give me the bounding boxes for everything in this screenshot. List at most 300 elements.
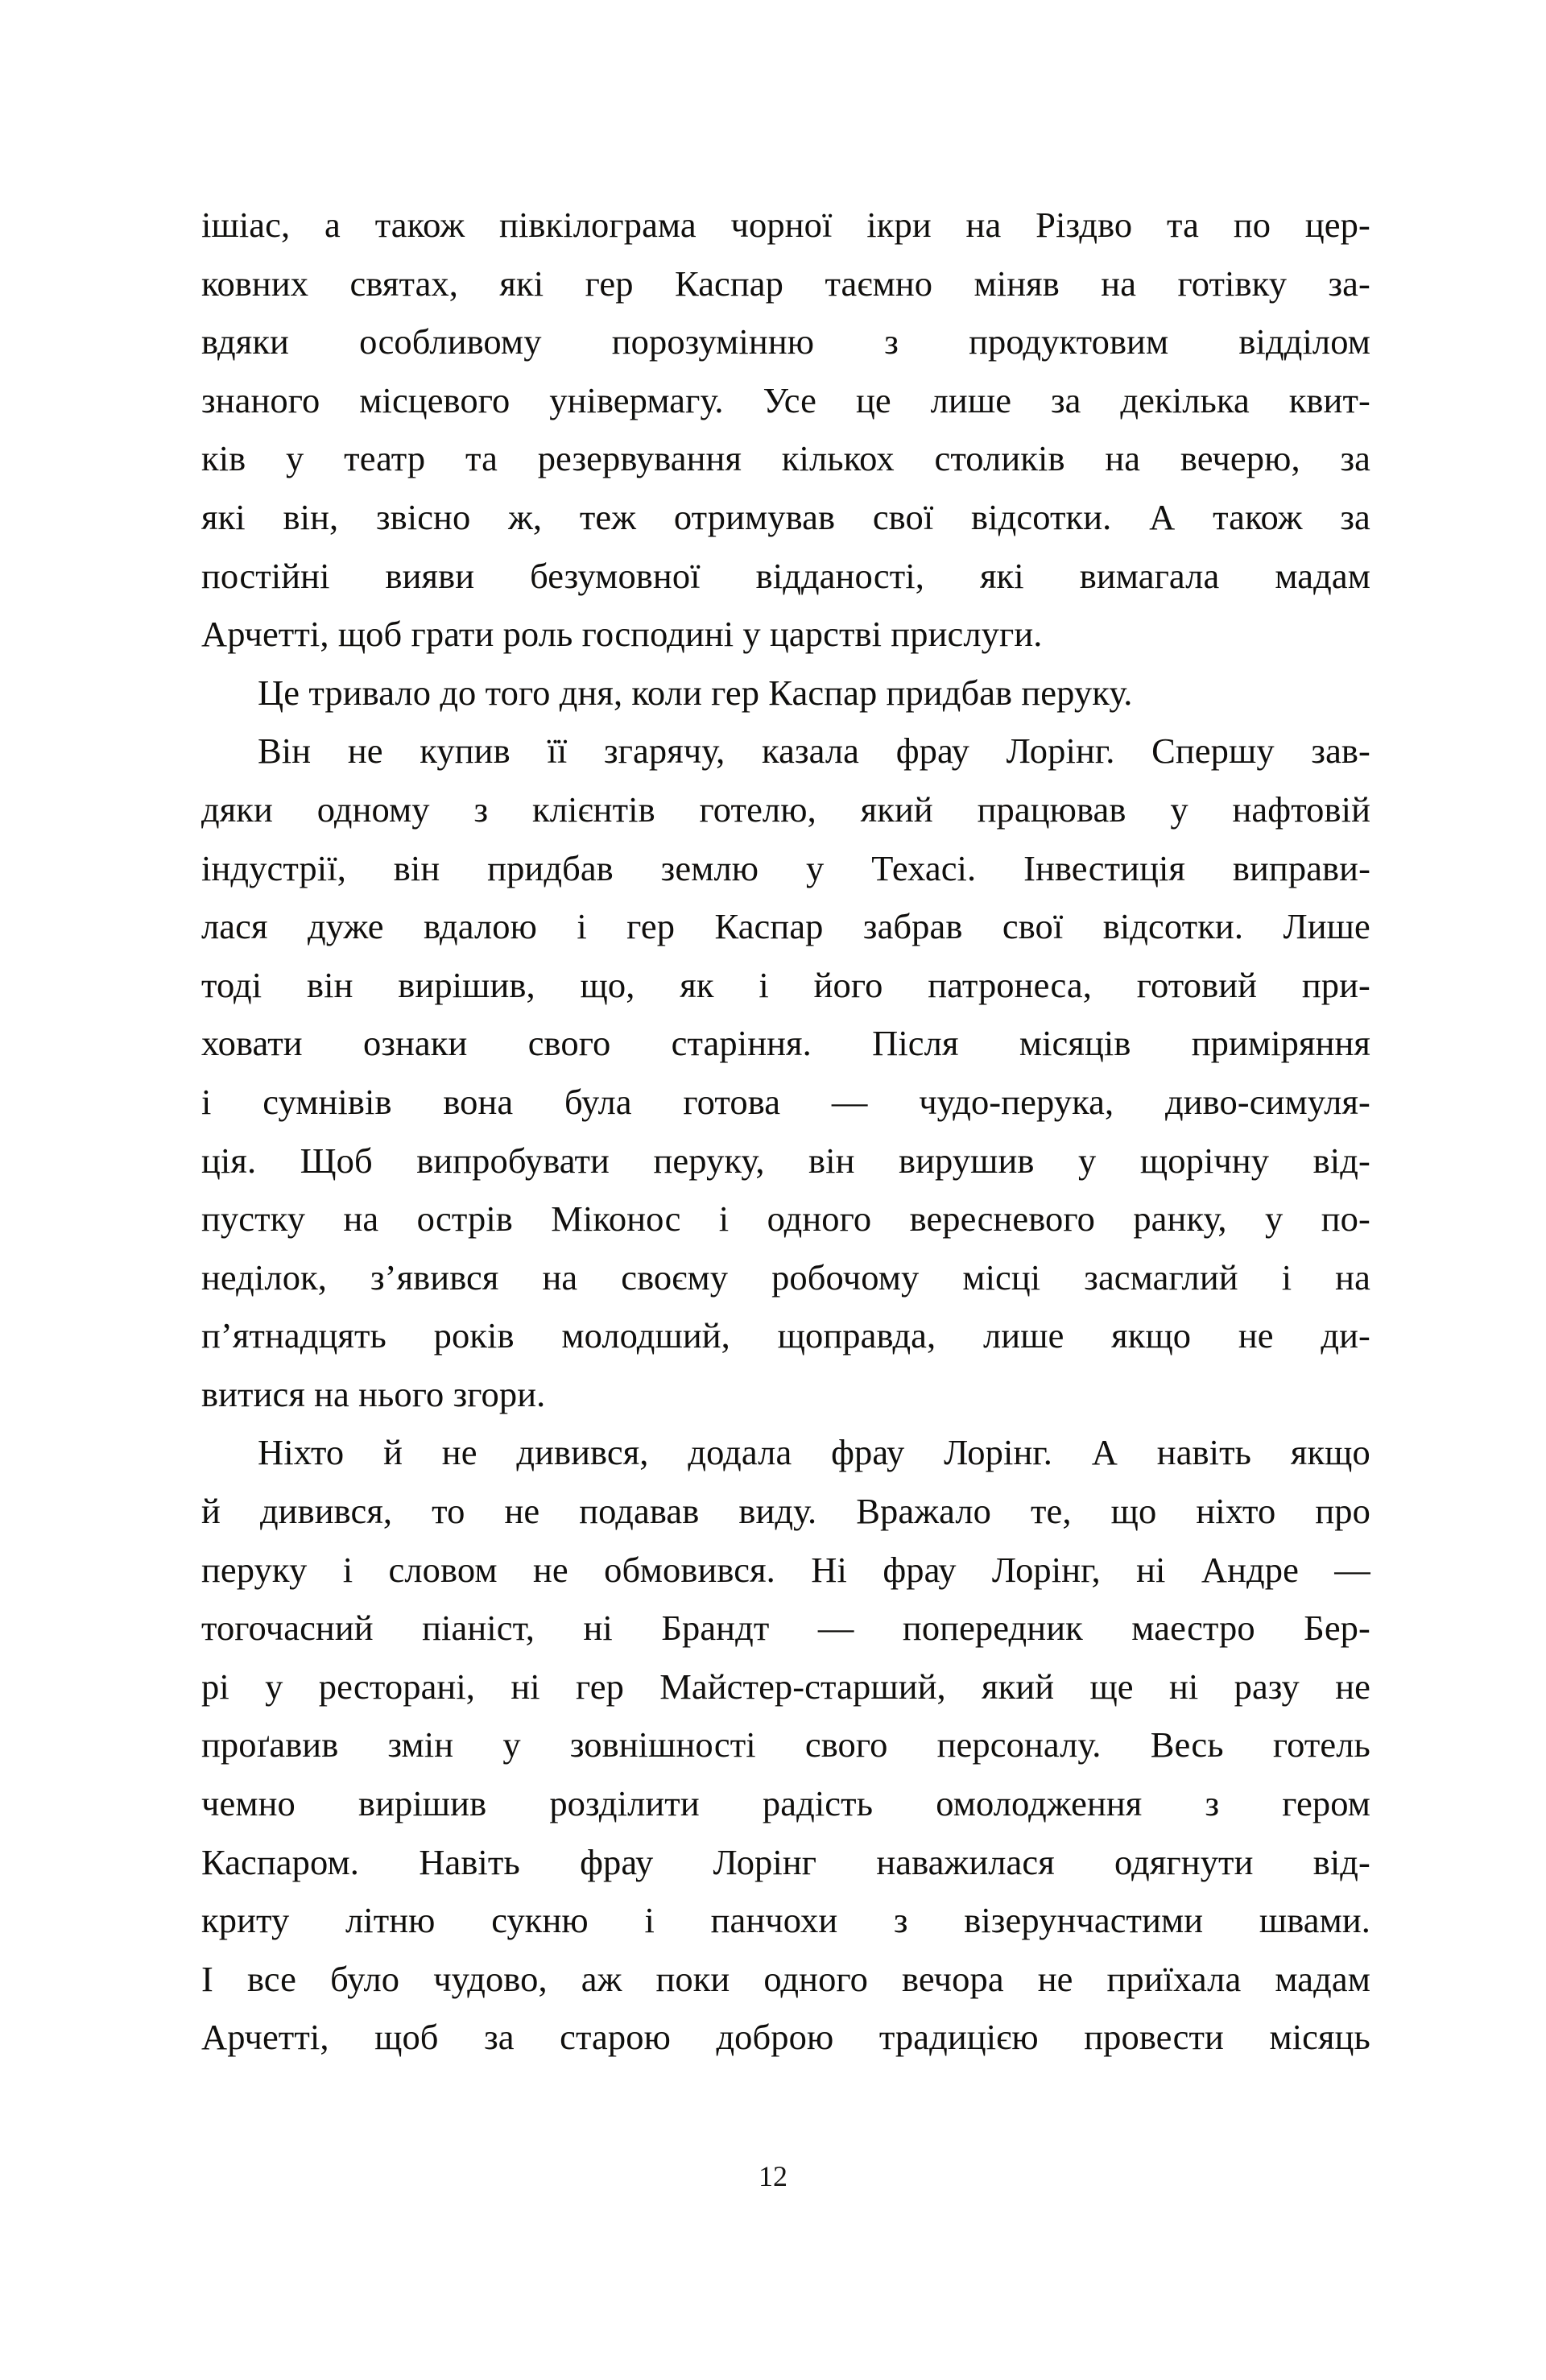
word: робочому — [771, 1256, 920, 1298]
word: місяць — [1269, 2017, 1370, 2058]
word: Майстер-старший, — [659, 1666, 946, 1707]
word: Вражало — [856, 1491, 991, 1532]
text-line — [201, 429, 1370, 488]
text-line — [201, 371, 1370, 430]
text-line — [201, 1482, 1370, 1541]
word: купив — [420, 731, 511, 772]
word: виправи- — [1232, 847, 1370, 888]
word: вирішив — [358, 1783, 487, 1824]
word: Лорінг, — [991, 1549, 1101, 1590]
word: то — [432, 1491, 465, 1532]
word: тогочасний — [201, 1608, 374, 1649]
word: і — [759, 964, 769, 1005]
word: святах, — [349, 263, 458, 304]
word: чудово, — [433, 1958, 548, 1999]
word: він — [808, 1140, 855, 1181]
word: одягнути — [1114, 1841, 1254, 1882]
word: з — [473, 789, 489, 830]
word: — — [1334, 1549, 1370, 1590]
word: місяців — [1019, 1023, 1131, 1064]
text-line — [201, 1658, 1370, 1716]
word: відданості, — [755, 555, 924, 596]
word: декілька — [1120, 379, 1250, 420]
word: ікри — [866, 205, 932, 245]
word: змін — [387, 1724, 454, 1765]
text-line — [201, 1716, 1370, 1774]
word: при- — [1301, 964, 1370, 1005]
text-line — [201, 1599, 1370, 1658]
word: диво-симуля- — [1164, 1081, 1370, 1122]
word: Міконос — [551, 1198, 681, 1240]
word: звісно — [375, 496, 471, 537]
text-line — [201, 780, 1370, 839]
word: ні — [583, 1608, 613, 1649]
word: дуже — [307, 906, 384, 947]
word: по — [1233, 205, 1271, 245]
word: за — [484, 2017, 515, 2058]
word: міняв — [973, 263, 1060, 304]
word: була — [564, 1081, 632, 1122]
word: відділом — [1238, 321, 1370, 362]
text-line — [201, 1541, 1370, 1600]
paragraph — [201, 664, 1370, 722]
word: на — [542, 1256, 578, 1298]
word: це — [855, 379, 891, 420]
word: Техасі. — [871, 847, 977, 888]
word: лише — [982, 1315, 1064, 1356]
word: Андре — [1201, 1549, 1299, 1590]
text-line — [201, 1774, 1370, 1833]
word: столиків — [934, 438, 1065, 479]
word: одного — [767, 1198, 872, 1240]
word: випробувати — [416, 1140, 610, 1181]
word: ще — [1089, 1666, 1134, 1707]
word: резервування — [537, 438, 742, 479]
word: вияви — [385, 555, 475, 596]
word: свої — [1002, 906, 1064, 947]
word: готовий — [1136, 964, 1258, 1005]
word: який — [982, 1666, 1055, 1707]
word: з — [1205, 1783, 1220, 1824]
word: криту — [201, 1900, 290, 1941]
word: Лорінг. — [1006, 731, 1115, 772]
word: згарячу, — [603, 731, 725, 772]
text-line — [201, 196, 1370, 255]
word: А — [1091, 1432, 1118, 1473]
word: кількох — [781, 438, 895, 479]
text-line — [201, 722, 1370, 780]
word: п’ятнадцять — [201, 1315, 386, 1356]
paragraph — [201, 722, 1370, 1423]
word: землю — [660, 847, 759, 888]
word: який — [860, 789, 933, 830]
word: квит- — [1288, 379, 1370, 420]
word: щорічну — [1139, 1140, 1270, 1181]
word: гер — [575, 1666, 624, 1707]
word: ція. — [201, 1140, 257, 1181]
word: додала — [688, 1432, 792, 1473]
word: по- — [1321, 1198, 1370, 1240]
word: — — [817, 1608, 854, 1649]
word: радість — [762, 1783, 874, 1824]
text-line — [201, 1306, 1370, 1365]
word: ранку, — [1133, 1198, 1227, 1240]
word: у — [286, 438, 304, 479]
word: чудо-перука, — [919, 1081, 1114, 1122]
word: з — [884, 321, 899, 362]
word: від- — [1312, 1841, 1370, 1882]
word: за — [1340, 438, 1370, 479]
word: дивився, — [259, 1491, 393, 1532]
word: придбав — [487, 847, 614, 888]
text-line — [201, 664, 1370, 722]
word: ковних — [201, 263, 309, 304]
word: які — [979, 555, 1024, 596]
word: та — [1167, 205, 1199, 245]
word: Навіть — [419, 1841, 520, 1882]
word: особливому — [359, 321, 542, 362]
word: що, — [580, 964, 635, 1005]
word: Ні — [811, 1549, 847, 1590]
word: чорної — [730, 205, 833, 245]
word: на — [1335, 1256, 1370, 1298]
text-line — [201, 488, 1370, 547]
word: фрау — [883, 1549, 957, 1590]
word: молодший, — [561, 1315, 730, 1356]
word: панчохи — [710, 1900, 838, 1941]
word: й — [201, 1491, 221, 1532]
word: І — [201, 1958, 213, 1999]
word: витися на нього згори. — [201, 1373, 546, 1414]
word: за — [1050, 379, 1081, 420]
word: вдяки — [201, 321, 289, 362]
word: було — [330, 1958, 400, 1999]
word: старою — [560, 2017, 671, 2058]
word: а — [324, 205, 341, 245]
word: навіть — [1156, 1432, 1252, 1473]
word: Ніхто — [258, 1432, 345, 1473]
word: порозумінню — [611, 321, 815, 362]
word: і — [201, 1081, 212, 1122]
word: пустку — [201, 1198, 306, 1240]
word: за- — [1328, 263, 1370, 304]
word: працював — [977, 789, 1126, 830]
word: не — [1037, 1958, 1073, 1999]
word: засмаглий — [1084, 1256, 1238, 1298]
word: гер — [585, 263, 634, 304]
text-line — [201, 605, 1370, 664]
word: вона — [443, 1081, 514, 1122]
word: не — [532, 1549, 568, 1590]
word: він — [307, 964, 353, 1005]
word: ішіас, — [201, 205, 291, 245]
word: острів — [416, 1198, 513, 1240]
word: Спершу — [1151, 731, 1275, 772]
body-text — [201, 196, 1370, 2067]
word: ресторані, — [318, 1666, 476, 1707]
word: у — [806, 847, 825, 888]
word: персоналу. — [936, 1724, 1102, 1765]
word: готель — [1272, 1724, 1370, 1765]
word: провести — [1084, 2017, 1224, 2058]
word: у — [1078, 1140, 1097, 1181]
word: від- — [1312, 1140, 1370, 1181]
word: і — [1281, 1256, 1292, 1298]
word: подавав — [579, 1491, 700, 1532]
word: одного — [763, 1958, 869, 1999]
word: поки — [655, 1958, 730, 1999]
word: що — [1110, 1491, 1157, 1532]
word: гером — [1282, 1783, 1370, 1824]
word: індустрії, — [201, 847, 346, 888]
word: якщо — [1290, 1432, 1370, 1473]
word: не — [1335, 1666, 1370, 1707]
word: не — [441, 1432, 477, 1473]
word: дяки — [201, 789, 273, 830]
word: вересневого — [909, 1198, 1095, 1240]
word: років — [433, 1315, 515, 1356]
word: фрау — [831, 1432, 905, 1473]
word: ні — [1168, 1666, 1199, 1707]
word: і — [342, 1549, 353, 1590]
word: патронеса, — [928, 964, 1092, 1005]
text-line — [201, 1014, 1370, 1073]
word: приїхала — [1106, 1958, 1242, 1999]
word: лише — [930, 379, 1012, 420]
word: зовнішності — [569, 1724, 756, 1765]
word: також — [1213, 496, 1303, 537]
text-line — [201, 313, 1370, 371]
word: ховати — [201, 1023, 303, 1064]
word: Лише — [1283, 906, 1370, 947]
word: продуктовим — [969, 321, 1169, 362]
word: якщо — [1111, 1315, 1192, 1356]
word: дивився, — [516, 1432, 649, 1473]
word: які — [201, 496, 246, 537]
word: Щоб — [300, 1140, 373, 1181]
word: у — [1265, 1198, 1284, 1240]
word: омолодження — [936, 1783, 1143, 1824]
word: традицією — [878, 2017, 1039, 2058]
word: піаніст, — [422, 1608, 535, 1649]
word: вирушив — [899, 1140, 1035, 1181]
word: й — [383, 1432, 403, 1473]
word: не — [347, 731, 383, 772]
word: Каспаром. — [201, 1841, 360, 1882]
text-line — [201, 1190, 1370, 1248]
word: які — [499, 263, 544, 304]
word: вимагала — [1079, 555, 1220, 596]
word: фрау — [895, 731, 969, 772]
word: як — [680, 964, 714, 1005]
word: з — [893, 1900, 908, 1941]
word: Арчетті, щоб грати роль господині у царстві прислуги. — [201, 614, 1043, 655]
word: отримував — [673, 496, 836, 537]
word: на — [1101, 263, 1137, 304]
word: готівку — [1177, 263, 1288, 304]
word: відсотки. — [971, 496, 1112, 537]
word: він — [393, 847, 440, 888]
text-line — [201, 1365, 1370, 1424]
word: вдалою — [423, 906, 537, 947]
word: одному — [316, 789, 430, 830]
word: перуку, — [653, 1140, 765, 1181]
text-line — [201, 2008, 1370, 2067]
word: Інвестиція — [1023, 847, 1186, 888]
word: безумовної — [530, 555, 701, 596]
word: готелю, — [699, 789, 816, 830]
word: лася — [201, 906, 268, 947]
word: цер- — [1304, 205, 1370, 245]
word: на — [343, 1198, 379, 1240]
word: свого — [804, 1724, 888, 1765]
word: гер — [626, 906, 676, 947]
word: універмагу. — [549, 379, 724, 420]
word: тоді — [201, 964, 262, 1005]
word: щоб — [374, 2017, 439, 2058]
word: розділити — [549, 1783, 700, 1824]
word: місцевого — [359, 379, 511, 420]
text-line — [201, 1891, 1370, 1950]
text-line — [201, 255, 1370, 313]
word: ків — [201, 438, 246, 479]
text-line — [201, 1950, 1370, 2009]
text-line — [201, 897, 1370, 956]
word: мадам — [1275, 1958, 1370, 1999]
word: забрав — [862, 906, 963, 947]
word: також — [374, 205, 465, 245]
word: старіння. — [671, 1023, 812, 1064]
word: чемно — [201, 1783, 296, 1824]
word: не — [1238, 1315, 1274, 1356]
word: Брандт — [661, 1608, 770, 1649]
text-line — [201, 547, 1370, 606]
word: казала — [762, 731, 860, 772]
word: попередник — [902, 1608, 1083, 1649]
word: Він — [258, 731, 312, 772]
text-line — [201, 1423, 1370, 1482]
word: його — [813, 964, 883, 1005]
word: швами. — [1259, 1900, 1370, 1941]
word: щоправда, — [777, 1315, 936, 1356]
word: наважилася — [876, 1841, 1055, 1882]
word: разу — [1234, 1666, 1300, 1707]
word: театр — [344, 438, 426, 479]
word: перуку — [201, 1549, 308, 1590]
paragraph — [201, 196, 1370, 664]
word: з’явився — [370, 1256, 499, 1298]
word: маестро — [1131, 1608, 1255, 1649]
word: словом — [388, 1549, 498, 1590]
word: Лорінг — [713, 1841, 817, 1882]
word: ознаки — [362, 1023, 468, 1064]
word: Різдво — [1035, 205, 1133, 245]
word: вечерю, — [1180, 438, 1300, 479]
word: ди- — [1321, 1315, 1370, 1356]
word: літню — [345, 1900, 436, 1941]
word: зав- — [1311, 731, 1370, 772]
word: Бер- — [1304, 1608, 1370, 1649]
word: місці — [962, 1256, 1041, 1298]
word: відсотки. — [1102, 906, 1244, 947]
word: Каспар — [675, 263, 784, 304]
word: Каспар — [714, 906, 824, 947]
word: і — [718, 1198, 730, 1240]
word: Це тривало до того дня, коли гер Каспар придбав перуку. — [258, 672, 1133, 713]
word: її — [547, 731, 568, 772]
text-line — [201, 1248, 1370, 1307]
word: свого — [527, 1023, 611, 1064]
word: доброю — [716, 2017, 834, 2058]
word: аж — [581, 1958, 622, 1999]
word: Після — [872, 1023, 959, 1064]
word: свої — [872, 496, 934, 537]
word: нафтовій — [1232, 789, 1370, 830]
word: клієнтів — [531, 789, 655, 830]
text-line — [201, 956, 1370, 1015]
word: все — [246, 1958, 297, 1999]
word: ні — [1136, 1549, 1166, 1590]
word: півкілограма — [499, 205, 697, 245]
word: вирішив, — [398, 964, 535, 1005]
word: фрау — [580, 1841, 654, 1882]
word: постійні — [201, 555, 330, 596]
word: на — [965, 205, 1002, 245]
word: рі — [201, 1666, 229, 1707]
text-line — [201, 1132, 1370, 1190]
word: ніхто — [1196, 1491, 1276, 1532]
word: обмовився. — [604, 1549, 775, 1590]
text-line — [201, 839, 1370, 898]
word: і — [644, 1900, 655, 1941]
word: проґавив — [201, 1724, 339, 1765]
word: візерунчастими — [964, 1900, 1204, 1941]
word: Лорінг. — [944, 1432, 1052, 1473]
word: — — [831, 1081, 868, 1122]
word: те, — [1031, 1491, 1072, 1532]
word: неділок, — [201, 1256, 327, 1298]
word: мадам — [1275, 555, 1370, 596]
word: Весь — [1150, 1724, 1224, 1765]
word: А — [1149, 496, 1176, 537]
word: приміряння — [1191, 1023, 1370, 1064]
word: не — [504, 1491, 540, 1532]
text-line — [201, 1833, 1370, 1892]
word: ж, — [508, 496, 543, 537]
page-number: 12 — [759, 2160, 787, 2192]
word: і — [577, 906, 587, 947]
word: вечора — [902, 1958, 1004, 1999]
word: знаного — [201, 379, 320, 420]
word: готова — [683, 1081, 781, 1122]
word: Арчетті, — [201, 2017, 329, 2058]
word: виду. — [738, 1491, 817, 1532]
word: ні — [511, 1666, 540, 1707]
word: своєму — [621, 1256, 729, 1298]
word: у — [265, 1666, 283, 1707]
word: таємно — [825, 263, 933, 304]
word: сумнівів — [262, 1081, 392, 1122]
paragraph — [201, 1423, 1370, 2067]
text-line — [201, 1073, 1370, 1132]
word: на — [1105, 438, 1141, 479]
word: він, — [283, 496, 339, 537]
word: у — [1170, 789, 1188, 830]
word: теж — [579, 496, 637, 537]
word: про — [1315, 1491, 1370, 1532]
word: сукню — [491, 1900, 589, 1941]
word: Усе — [763, 379, 817, 420]
